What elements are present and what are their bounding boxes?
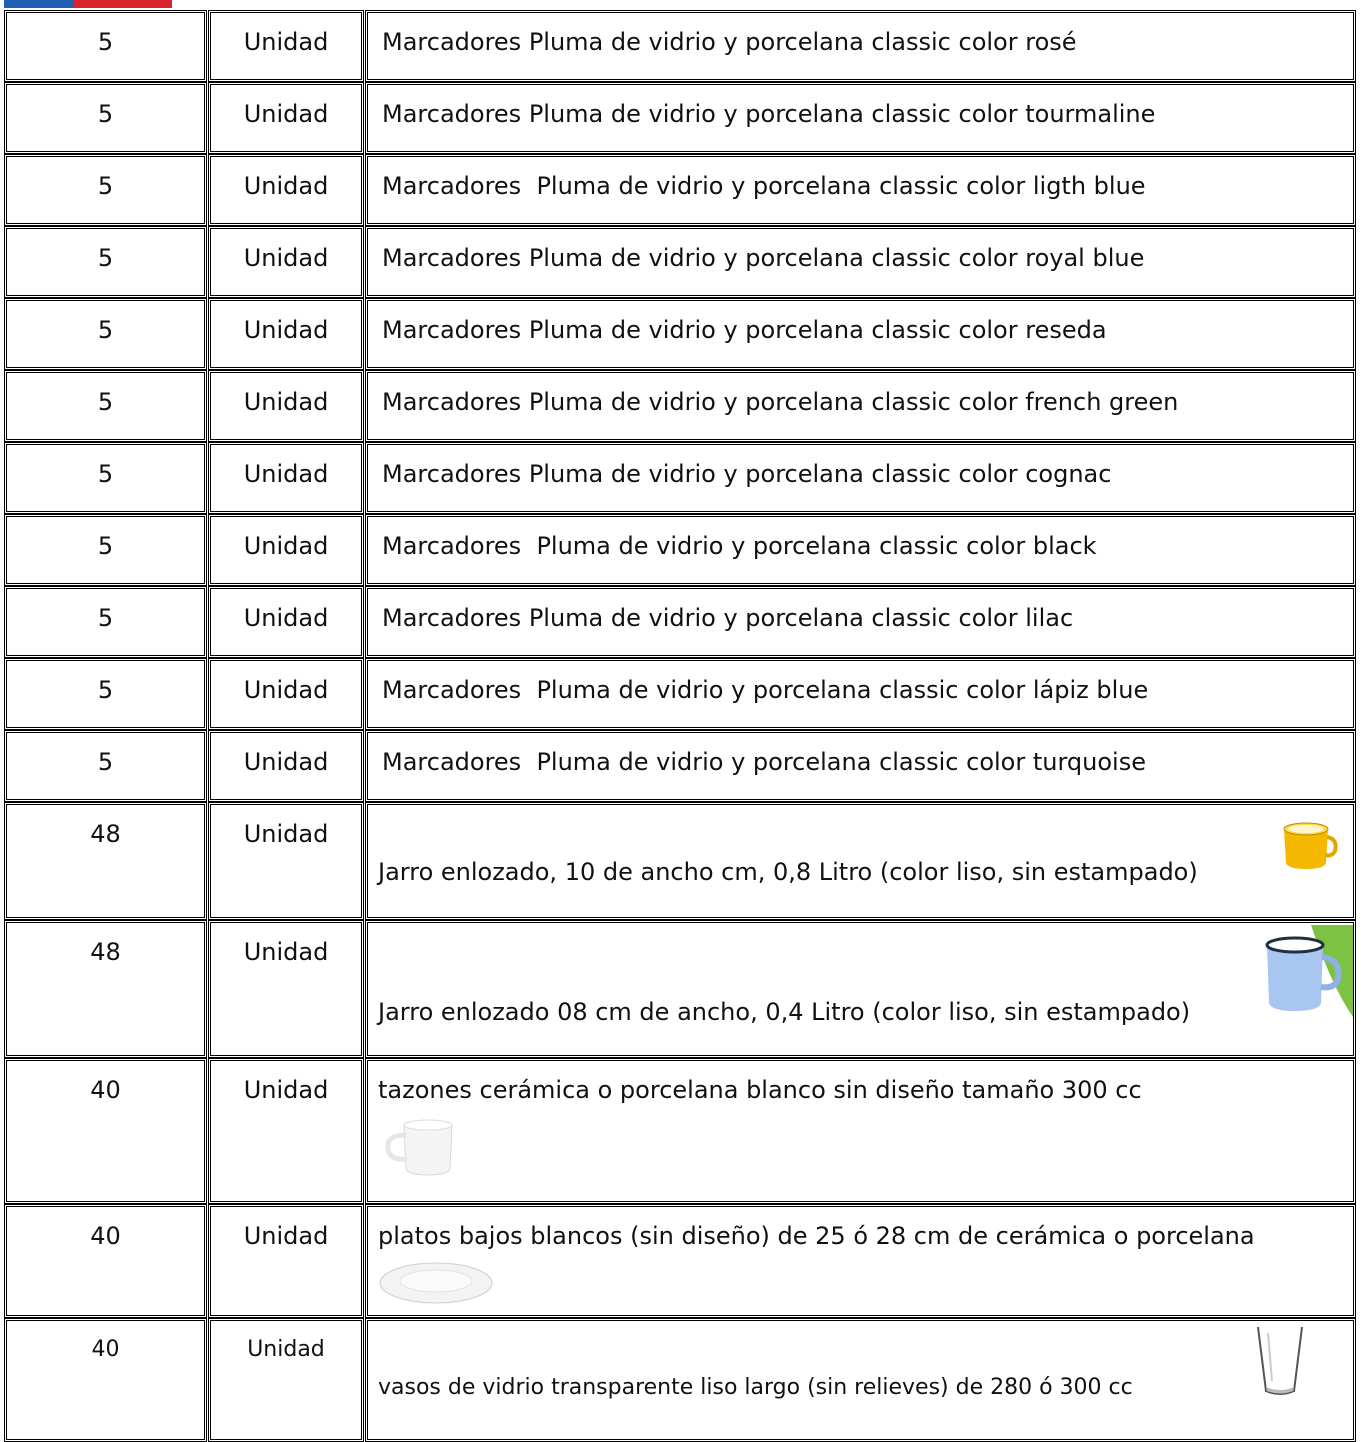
white-plate-icon [378,1257,494,1305]
unit-value: Unidad [243,316,329,344]
flag-strip [4,0,172,8]
desc-value: vasos de vidrio transparente liso largo (sin relieves) de 280 ó 300 cc [378,1375,1133,1400]
table-row [0,920,1356,1058]
desc-cell [365,298,1356,370]
unit-value: Unidad [243,28,329,56]
desc-value: Marcadores Pluma de vidrio y porcelana classic color cognac [382,460,1112,488]
unit-cell [208,920,364,1058]
table-row [0,658,1356,730]
unit-cell [208,82,364,154]
table-row [0,442,1356,514]
desc-cell [365,154,1356,226]
qty-cell [4,586,207,658]
qty-value: 5 [97,676,114,704]
desc-value: Jarro enlozado, 10 de ancho cm, 0,8 Litro (color liso, sin estampado) [378,858,1198,886]
table-row [0,802,1356,920]
desc-cell [365,658,1356,730]
unit-value: Unidad [243,820,329,848]
qty-value: 5 [97,460,114,488]
desc-value: platos bajos blancos (sin diseño) de 25 ó 28 cm de cerámica o porcelana [378,1222,1255,1250]
unit-value: Unidad [243,388,329,416]
unit-cell [208,1318,364,1442]
unit-cell [208,10,364,82]
table-row [0,730,1356,802]
unit-value: Unidad [243,938,329,966]
unit-cell [208,298,364,370]
table-row [0,1318,1356,1442]
desc-cell [365,226,1356,298]
qty-value: 5 [97,28,114,56]
desc-cell [365,10,1356,82]
qty-value: 5 [97,316,114,344]
table-row [0,1058,1356,1204]
qty-cell [4,298,207,370]
table-row [0,370,1356,442]
blue-enamel-mug-icon [1261,925,1353,1017]
desc-value: Marcadores Pluma de vidrio y porcelana classic color french green [382,388,1179,416]
desc-cell [365,514,1356,586]
qty-value: 5 [97,604,114,632]
qty-cell [4,226,207,298]
unit-value: Unidad [243,244,329,272]
table-row [0,154,1356,226]
qty-value: 40 [90,1222,121,1250]
desc-cell [365,1204,1356,1318]
flag-blue-segment [4,0,74,8]
desc-value: Marcadores Pluma de vidrio y porcelana classic color black [382,532,1097,560]
unit-value: Unidad [243,676,329,704]
table-row [0,586,1356,658]
qty-cell [4,920,207,1058]
desc-value: Marcadores Pluma de vidrio y porcelana classic color lilac [382,604,1074,632]
white-ceramic-mug-icon [382,1117,462,1177]
qty-cell [4,514,207,586]
desc-value: Marcadores Pluma de vidrio y porcelana classic color reseda [382,316,1107,344]
unit-cell [208,1058,364,1204]
unit-value: Unidad [243,460,329,488]
unit-value: Unidad [243,172,329,200]
qty-cell [4,82,207,154]
desc-cell [365,370,1356,442]
desc-value: Marcadores Pluma de vidrio y porcelana classic color rosé [382,28,1077,56]
unit-value: Unidad [243,532,329,560]
desc-value: Marcadores Pluma de vidrio y porcelana classic color turquoise [382,748,1146,776]
qty-value: 5 [97,388,114,416]
table-row [0,10,1356,82]
qty-cell [4,802,207,920]
qty-value: 40 [90,1076,121,1104]
qty-value: 5 [97,244,114,272]
unit-cell [208,226,364,298]
qty-value: 5 [97,748,114,776]
desc-cell [365,1318,1356,1442]
unit-cell [208,370,364,442]
qty-value: 5 [97,100,114,128]
desc-cell [365,1058,1356,1204]
qty-cell [4,1318,207,1442]
unit-value: Unidad [247,1337,325,1362]
table-row [0,1204,1356,1318]
desc-value: Jarro enlozado 08 cm de ancho, 0,4 Litro (color liso, sin estampado) [378,998,1191,1026]
qty-cell [4,154,207,226]
desc-cell [365,82,1356,154]
yellow-enamel-mug-icon [1278,819,1338,871]
table-row [0,226,1356,298]
table-row [0,82,1356,154]
drinking-glass-icon [1254,1325,1306,1397]
flag-red-segment [74,0,172,8]
desc-value: Marcadores Pluma de vidrio y porcelana classic color royal blue [382,244,1145,272]
desc-cell [365,802,1356,920]
unit-cell [208,442,364,514]
unit-value: Unidad [243,1222,329,1250]
desc-cell [365,586,1356,658]
qty-cell [4,442,207,514]
unit-value: Unidad [243,748,329,776]
unit-cell [208,658,364,730]
qty-value: 48 [90,938,121,966]
qty-value: 40 [91,1337,120,1362]
unit-cell [208,1204,364,1318]
unit-value: Unidad [243,1076,329,1104]
unit-cell [208,802,364,920]
unit-value: Unidad [243,604,329,632]
desc-cell [365,730,1356,802]
desc-value: Marcadores Pluma de vidrio y porcelana classic color ligth blue [382,172,1146,200]
desc-cell [365,920,1356,1058]
table-row [0,298,1356,370]
qty-cell [4,658,207,730]
desc-value: Marcadores Pluma de vidrio y porcelana classic color tourmaline [382,100,1156,128]
unit-cell [208,586,364,658]
unit-value: Unidad [243,100,329,128]
table-row [0,514,1356,586]
qty-cell [4,10,207,82]
qty-cell [4,1058,207,1204]
desc-value: tazones cerámica o porcelana blanco sin diseño tamaño 300 cc [378,1076,1142,1104]
qty-value: 5 [97,172,114,200]
desc-value: Marcadores Pluma de vidrio y porcelana classic color lápiz blue [382,676,1149,704]
qty-value: 5 [97,532,114,560]
unit-cell [208,514,364,586]
unit-cell [208,154,364,226]
qty-cell [4,1204,207,1318]
desc-cell [365,442,1356,514]
qty-value: 48 [90,820,121,848]
unit-cell [208,730,364,802]
qty-cell [4,370,207,442]
qty-cell [4,730,207,802]
